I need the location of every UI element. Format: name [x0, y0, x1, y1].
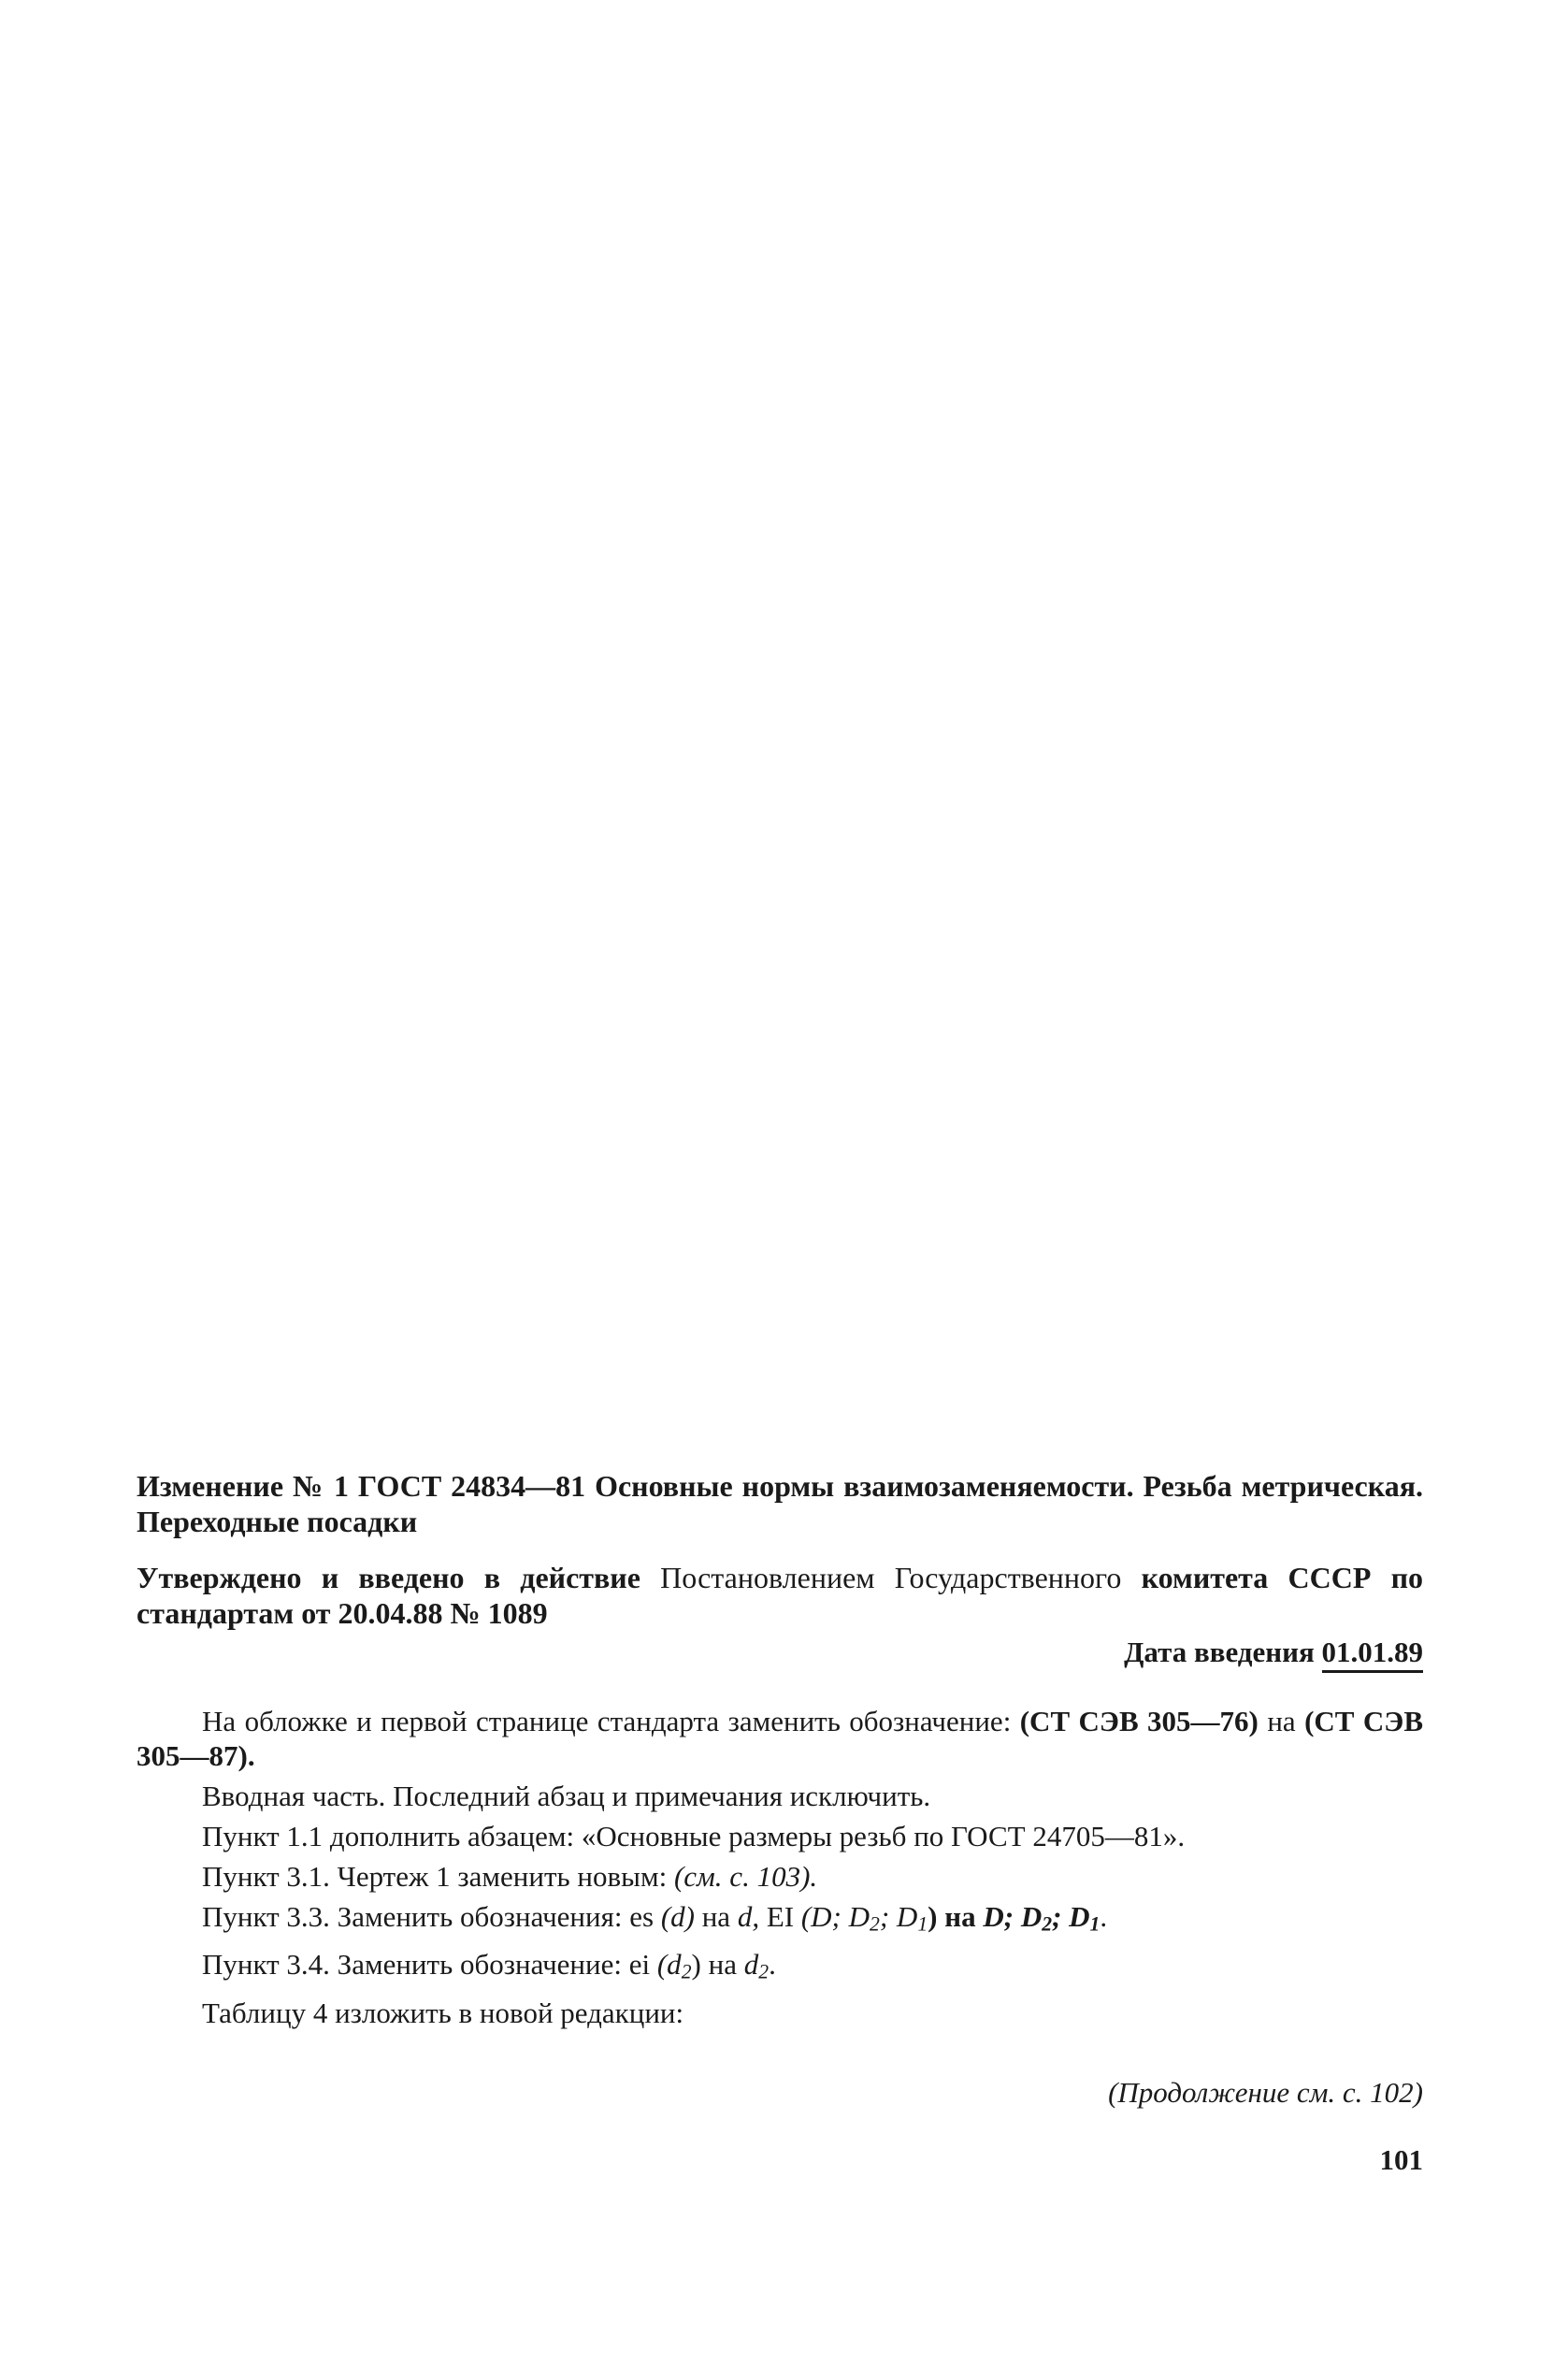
p5-na-2: ) на: [928, 1900, 976, 1933]
p4-text: Пункт 3.1. Чертеж 1 заменить новым:: [202, 1860, 668, 1893]
amendment-block: [137, 1468, 1423, 2177]
paragraph-cover-designation: [137, 1704, 1423, 1773]
p5-symbol-d-new: d,: [737, 1900, 760, 1933]
p5-sub-1-new: 1: [1089, 1912, 1100, 1936]
intro-date: [137, 1635, 1423, 1670]
p6-text: Пункт 3.4. Заменить обозначение: ei: [202, 1948, 651, 1982]
intro-date-value: 01.01.89: [1322, 1636, 1424, 1673]
p1-text: На обложке и первой странице стандарта заменить обозначение:: [202, 1705, 1012, 1737]
approval-authority: Постановлением Государственного: [660, 1561, 1122, 1594]
approval-lead: Утверждено и введено в действие: [137, 1561, 640, 1594]
p5-sub-2-new: 2: [1042, 1912, 1053, 1936]
paragraph-table-4: Таблицу 4 изложить в новой редакции:: [202, 1996, 684, 2029]
p6-symbol-old: (d: [656, 1948, 682, 1982]
page-number: 101: [1379, 2142, 1423, 2176]
p5-sub-2: 2: [870, 1912, 880, 1936]
p5-symbol-D1-old: ; D: [879, 1900, 918, 1933]
amendment-title: Основные нормы взаимозаменяемости. Резьба метрическая. Переходные посадки: [137, 1469, 1424, 1538]
p6-end: .: [769, 1948, 776, 1982]
p1-mid: на: [1267, 1705, 1296, 1737]
continuation-note: (Продолжение см. с. 102): [1108, 2075, 1423, 2109]
p5-symbol-d-old: (d): [660, 1900, 695, 1933]
p6-sub-new: 2: [758, 1960, 770, 1983]
amendment-label: Изменение № 1 ГОСТ 24834—81: [137, 1469, 586, 1503]
p1-new-designation: (СТ СЭВ 305—87).: [137, 1705, 1423, 1772]
approval-tail: комитета СССР по стандартам от 20.04.88 № 1089: [137, 1561, 1424, 1630]
intro-date-label: Дата введения: [1124, 1636, 1315, 1668]
p5-text: Пункт 3.3. Заменить обозначения: es: [202, 1900, 655, 1933]
p5-symbol-D1-new: ; D: [1052, 1900, 1090, 1933]
p1-old-designation: (СТ СЭВ 305—76): [1019, 1705, 1259, 1737]
p6-sub-old: 2: [681, 1960, 692, 1983]
p5-end: .: [1100, 1900, 1108, 1933]
p6-symbol-new: d: [743, 1948, 759, 1982]
p6-na: ) на: [691, 1948, 737, 1982]
paragraph-intro-part: Вводная часть. Последний абзац и примечания исключить.: [202, 1780, 931, 1812]
paragraph-item-3-4: [137, 1947, 1423, 1989]
paragraph-item-1-1: Пункт 1.1 дополнить абзацем: «Основные размеры резьб по ГОСТ 24705—81».: [202, 1820, 1186, 1852]
p4-page-ref: (см. с. 103).: [673, 1860, 818, 1893]
p5-na: на: [701, 1900, 731, 1933]
paragraph-item-3-1: [137, 1859, 1423, 1894]
p5-ei: EI: [766, 1900, 795, 1933]
paragraph-item-3-3: [137, 1899, 1423, 1941]
amendment-heading: [137, 1468, 1423, 1539]
approval-statement: [137, 1560, 1423, 1631]
p5-sub-1: 1: [917, 1912, 928, 1936]
p5-symbol-D-new: D; D: [983, 1900, 1043, 1933]
p5-symbol-D-old: (D; D: [800, 1900, 870, 1933]
